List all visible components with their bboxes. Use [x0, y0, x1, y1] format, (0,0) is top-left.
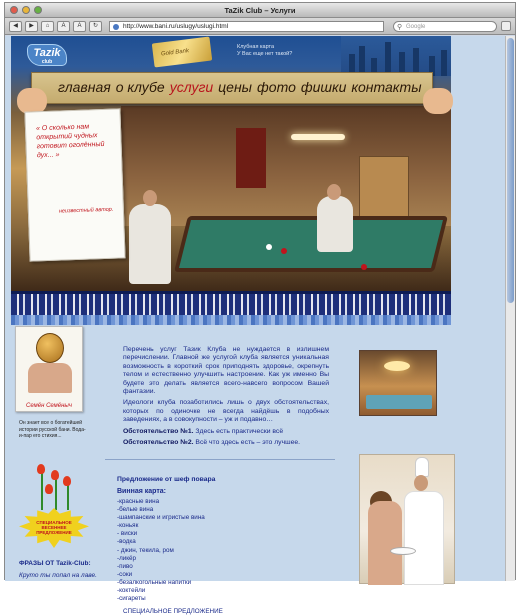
site-header	[11, 36, 451, 291]
text-larger-button[interactable]: A	[73, 21, 86, 32]
wine-list-item: -безалкогольные напитки	[117, 578, 192, 586]
nav-item-1[interactable]: о клубе	[115, 79, 165, 95]
back-button[interactable]: ◀	[9, 21, 22, 32]
web-page	[5, 36, 505, 615]
nav-item-2[interactable]: услуги	[169, 79, 214, 95]
billiard-ball	[266, 244, 272, 250]
nav-item-3[interactable]: цены	[218, 79, 252, 95]
circumstance-2-label: Обстоятельство №2.	[123, 439, 194, 447]
pool-water	[366, 395, 432, 409]
nav-item-4[interactable]: фото	[256, 79, 296, 95]
wine-list-item: - виски	[117, 530, 138, 538]
billiard-ball	[281, 248, 287, 254]
favicon-icon	[113, 24, 119, 30]
phrases-title: ФРАЗЫ ОТ Tazik-Club:	[19, 560, 91, 567]
quote-text: « О сколько нам открытий чудных готовит оголённый дух... »	[35, 123, 105, 160]
logo-subtext: club	[41, 59, 53, 65]
main-navigation	[31, 72, 433, 104]
zoom-window-button[interactable]	[34, 6, 42, 14]
search-icon: ⚲	[397, 24, 403, 31]
diver-caption: Он знает все о богатейшей истории русской бани. Вода-и-пар его стихия...	[19, 420, 86, 439]
quote-card	[24, 108, 125, 261]
address-bar-url: http://www.bani.ru/uslugy/uslugi.html	[123, 22, 229, 30]
diver-portrait	[15, 326, 83, 412]
plate-image	[390, 547, 416, 555]
search-field[interactable]	[393, 21, 497, 32]
circumstance-2	[123, 439, 329, 447]
services-intro	[123, 346, 329, 450]
chef-head	[414, 475, 428, 491]
diving-helmet-image	[36, 333, 64, 363]
tulip-stem	[41, 472, 43, 510]
window-title: TaZik Club – Услуги	[224, 6, 296, 15]
tulip-flower	[51, 470, 59, 480]
greek-key-border	[11, 291, 451, 315]
intro-paragraph-2: Идеологи клуба позаботились лишь о двух обстоятельствах, которых по одиночке не всегда найдёшь в подобных заведениях, а в совокупности – уж и подавно…	[123, 399, 329, 424]
mosaic-strip	[11, 315, 451, 325]
address-bar[interactable]	[109, 21, 384, 32]
chef-offer-title: Предложение от шеф повара	[117, 476, 216, 483]
club-card-line2: У Вас еще нет такой?	[237, 51, 293, 57]
man-figure	[317, 196, 353, 252]
man-head	[327, 184, 341, 200]
circumstance-1-label: Обстоятельство №1.	[123, 427, 194, 435]
nav-items	[58, 79, 422, 95]
wine-list-item: -ликёр	[117, 554, 137, 562]
billiard-ball	[361, 264, 367, 270]
woman-head	[143, 190, 157, 206]
text-smaller-button[interactable]: A	[57, 21, 70, 32]
wine-list-item: -водка	[117, 538, 136, 546]
chef-figure	[404, 491, 444, 585]
home-button[interactable]: ⌂	[41, 21, 54, 32]
wine-list-item: -белые вина	[117, 506, 154, 514]
wine-list	[117, 498, 267, 603]
close-window-button[interactable]	[10, 6, 18, 14]
billiard-lamp	[291, 134, 345, 140]
quote-author: неизвестный автор.	[58, 206, 114, 215]
wine-list-item: -коктейли	[117, 587, 146, 595]
wine-list-item: -красные вина	[117, 498, 160, 505]
wine-list-item: -сигареты	[117, 595, 146, 603]
circumstance-2-text: Всё что здесь есть – это лучшее.	[193, 439, 301, 447]
toolbar-toggle-button[interactable]	[501, 21, 511, 31]
section-divider	[105, 459, 335, 460]
bathhouse-photo	[359, 350, 437, 416]
forward-button[interactable]: ▶	[25, 21, 38, 32]
club-card-image-text: Gold Bank	[160, 48, 190, 58]
diver-signature: Семён Семёныч	[26, 403, 72, 409]
browser-window	[4, 2, 516, 615]
intro-paragraph-1: Перечень услуг Тазик Клуба не нуждается в излишнем перечислении. Главной же услугой клуба является уникальная возможность в короткий срок приподнять здоровье, окрепнуть телом и естественно улучшить настроение. Как уж именно Вы будете это делать является всего-навсего вопросом Вашей фантазии.	[123, 346, 329, 396]
woman-figure	[368, 501, 402, 585]
spring-offer-text[interactable]: СПЕЦИАЛЬНОЕ ВЕСЕННЕЕ ПРЕДЛОЖЕНИЕ	[36, 520, 72, 535]
circumstance-1	[123, 428, 329, 436]
chef-hat	[415, 457, 429, 477]
billiard-table	[174, 216, 448, 272]
vertical-scrollbar[interactable]	[505, 36, 515, 581]
nav-item-0[interactable]: главная	[58, 79, 111, 95]
title-bar	[5, 3, 515, 18]
tulip-flower	[45, 484, 53, 494]
special-offer-title: СПЕЦИАЛЬНОЕ ПРЕДЛОЖЕНИЕ	[123, 608, 223, 615]
wine-list-item: -шампанские и игристые вина	[117, 514, 205, 522]
city-skyline-image	[341, 36, 451, 76]
window-controls	[10, 6, 42, 14]
woman-figure	[129, 204, 171, 284]
scrollbar-thumb[interactable]	[507, 38, 514, 303]
wine-list-item: - джин, текила, ром	[117, 546, 174, 554]
curtain-decor	[236, 128, 266, 188]
nav-item-5[interactable]: фишки	[300, 79, 347, 95]
hand-right-decor	[423, 88, 453, 114]
site-logo[interactable]	[27, 44, 67, 66]
wine-list-item: -коньяк	[117, 522, 139, 530]
diver-body-image	[28, 363, 72, 393]
tulip-stem	[55, 476, 57, 510]
club-card-image[interactable]	[152, 37, 212, 68]
tulip-flower	[63, 476, 71, 486]
club-card-promo[interactable]	[237, 44, 292, 58]
club-card-line1: Клубная карта	[237, 44, 275, 50]
phrase-text: Круто ты попал на лаве.	[19, 572, 97, 579]
reload-button[interactable]: ↻	[89, 21, 102, 32]
tulip-flower	[37, 464, 45, 474]
chef-photo	[359, 454, 455, 584]
logo-text: Tazik	[33, 47, 61, 59]
browser-toolbar	[5, 18, 515, 35]
lamp-glow	[384, 361, 410, 371]
search-placeholder: Google	[406, 24, 426, 30]
circumstance-1-text: Здесь есть практически всё	[193, 427, 284, 435]
wine-list-item: -соки	[117, 570, 133, 578]
tulip-stem	[67, 482, 69, 510]
wine-list-item: -пиво	[117, 562, 133, 570]
minimize-window-button[interactable]	[22, 6, 30, 14]
wine-list-title: Винная карта:	[117, 488, 166, 495]
nav-item-6[interactable]: контакты	[351, 79, 422, 95]
